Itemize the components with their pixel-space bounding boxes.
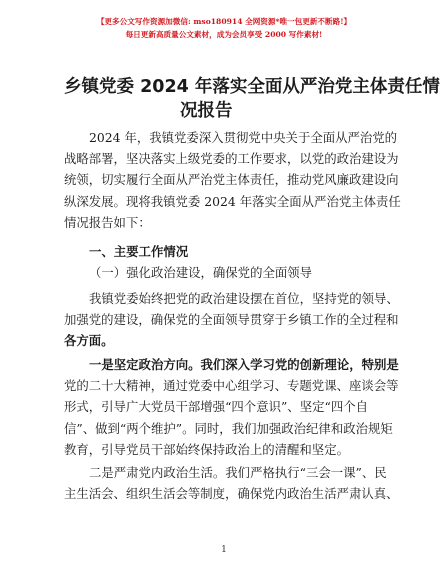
text-line-bold: 各方面。 bbox=[64, 333, 114, 349]
document-title-line-2: 况报告 bbox=[180, 101, 233, 121]
subsection-heading: （一）强化政治建设，确保党的全面领导 bbox=[89, 265, 313, 280]
text-line: 教育，引导党员干部始终保持政治上的清醒和坚定。 bbox=[64, 441, 349, 457]
paragraph-party-life bbox=[64, 462, 399, 504]
paragraph-political-direction bbox=[64, 354, 399, 460]
text-line: 2024 年，我镇党委深入贯彻党中央关于全面从严治党的 bbox=[89, 130, 398, 145]
page-number: 1 bbox=[221, 545, 227, 555]
text-line: 战略部署，坚决落实上级党委的工作要求，以党的政治建设为 bbox=[64, 151, 399, 167]
text-line: 信”、做到“两个维护”。同时，我们加强政治纪律和政治规矩 bbox=[64, 420, 393, 436]
text-line: 我镇党委始终把党的政治建设摆在首位，坚持党的领导、 bbox=[89, 291, 399, 306]
promo-banner-line-2: 每日更新高质量公文素材，成为会员享受 2000 写作素材! bbox=[125, 30, 323, 39]
section-heading: 一、主要工作情况 bbox=[89, 244, 189, 259]
text-line: 主生活会、组织生活会等制度，确保党内政治生活严肃认真、 bbox=[64, 486, 399, 502]
text-line: 形式，引导广大党员干部增强“四个意识”、坚定“四个自 bbox=[64, 399, 368, 415]
text-line: 纵深发展。现将我镇党委 2024 年落实全面从严治党主体责任 bbox=[64, 193, 401, 209]
text-line: 加强党的建设，确保党的全面领导贯穿于乡镇工作的全过程和 bbox=[64, 312, 399, 328]
text-line: 情况报告如下： bbox=[64, 214, 151, 230]
text-line-bold-lead: 一是坚定政治方向。我们深入学习党的创新理论，特别是 bbox=[89, 357, 399, 372]
intro-paragraph bbox=[64, 127, 401, 233]
text-line: 二是严肃党内政治生活。我们严格执行“三会一课”、民 bbox=[89, 465, 387, 480]
promo-banner-line-1: 【更多公文写作资源加微信: mso180914 全网资源*唯一包更新不断路!】 bbox=[96, 17, 352, 26]
document-title-line-1: 乡镇党委 2024 年落实全面从严治党主体责任情 bbox=[64, 77, 440, 97]
text-line: 党的二十大精神，通过党委中心组学习、专题党课、座谈会等 bbox=[64, 378, 399, 394]
text-line: 统领，切实履行全面从严治党主体责任，推动党风廉政建设向 bbox=[64, 172, 399, 188]
paragraph-political-construction bbox=[64, 288, 399, 352]
